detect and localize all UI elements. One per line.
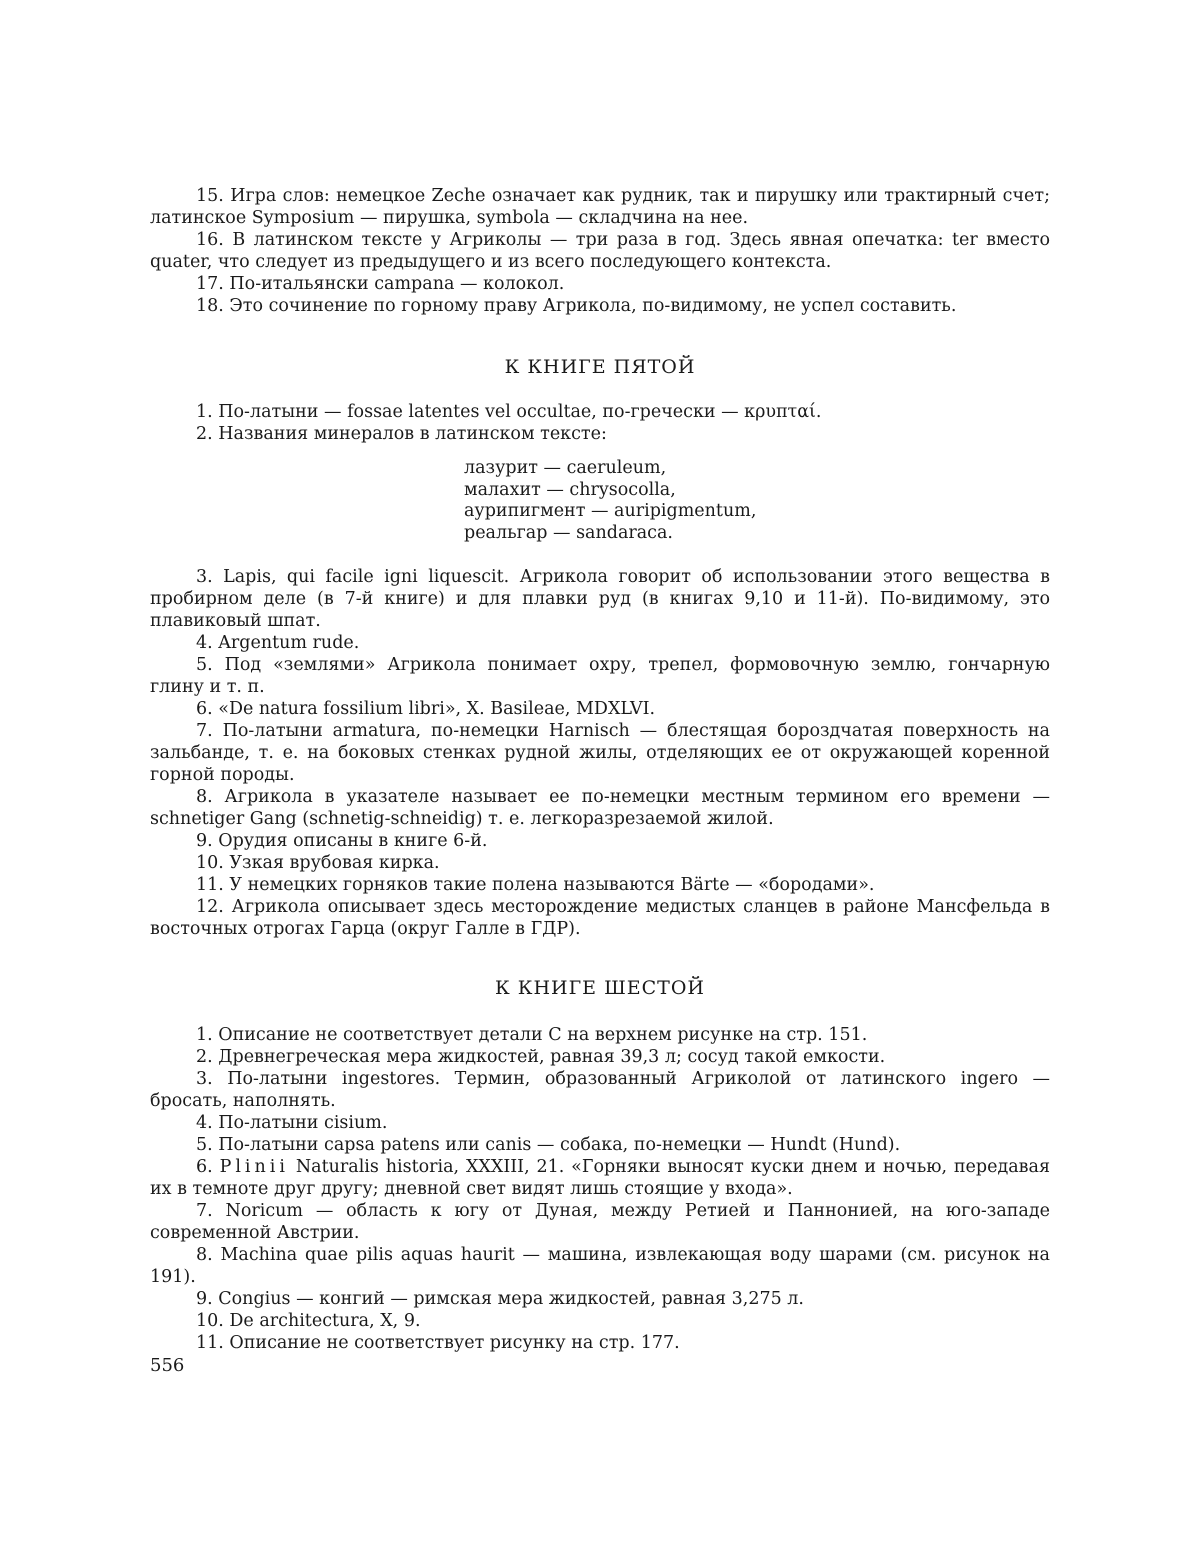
heading-book6: К КНИГЕ ШЕСТОЙ (495, 977, 705, 999)
book6-note-4: 4. По-латыни cisium. (196, 1113, 388, 1133)
book5-note-7: 7. По-латыни armatura, по-немецки Harnisch — блестящая бороздчатая поверхность на зальбанде, т. е. на боковых стенках рудной жилы, отделяющих ее от окружающей коренной горной породы. (150, 721, 1050, 785)
note-18: 18. Это сочинение по горному праву Агрикола, по-видимому, не успел составить. (196, 296, 957, 316)
page-body (150, 185, 1050, 1354)
book5-note-4: 4. Argentum rude. (196, 633, 360, 653)
mineral-item: реальгар — sandaraca. (464, 522, 673, 543)
book6-note-11: 11. Описание не соответствует рисунку на стр. 177. (196, 1333, 680, 1353)
book5-note-3: 3. Lapis, qui facile igni liquescit. Агрикола говорит об использовании этого вещества в пробирном деле (в 7-й книге) и для плавки руд (в книгах 9,10 и 11-й). По-видимому, это плавиковый шпат. (150, 567, 1050, 631)
notes-book4-tail (150, 185, 1050, 317)
book5-note-5: 5. Под «землями» Агрикола понимает охру, трепел, формовочную землю, гончарную глину и т. п. (150, 655, 1050, 697)
book6-note-3: 3. По-латыни ingestores. Термин, образованный Агриколой от латинского ingero — бросать, наполнять. (150, 1069, 1050, 1111)
book5-note-10: 10. Узкая врубовая кирка. (196, 853, 440, 873)
page-number: 556 (150, 1355, 185, 1376)
mineral-item: малахит — chrysocolla, (464, 479, 676, 500)
note-15: 15. Игра слов: немецкое Zeche означает как рудник, так и пирушку или трактирный счет; латинское Symposium — пирушка, symbola — складчина на нее. (150, 186, 1050, 228)
book5-note-12: 12. Агрикола описывает здесь месторождение медистых сланцев в районе Мансфельда в восточных отрогах Гарца (округ Галле в ГДР). (150, 897, 1050, 939)
book6-note-6: 6. Plinii Naturalis historia, XXXIII, 21. «Горняки выносят куски днем и ночью, передавая их в темноте друг другу; дневной свет видят лишь стоящие у входа». (150, 1157, 1050, 1199)
book5-note-6: 6. «De natura fossilium libri», X. Basileae, MDXLVI. (196, 699, 656, 719)
book6-note-8: 8. Machina quae pilis aquas haurit — машина, извлекающая воду шарами (см. рисунок на 191). (150, 1245, 1050, 1287)
mineral-item: аурипигмент — auripigmentum, (464, 501, 757, 521)
book6-note-9: 9. Congius — конгий — римская мера жидкостей, равная 3,275 л. (196, 1289, 804, 1309)
book5-note-8: 8. Агрикола в указателе называет ее по-немецки местным термином его времени — schnetiger Gang (schnetig-schneidig) т. е. легкоразрезаемой жилой. (150, 787, 1050, 829)
book6-note-1: 1. Описание не соответствует детали C на верхнем рисунке на стр. 151. (196, 1025, 868, 1045)
note-17: 17. По-итальянски campana — колокол. (196, 274, 565, 294)
heading-book5: К КНИГЕ ПЯТОЙ (504, 356, 696, 378)
mineral-item: лазурит — caeruleum, (464, 458, 667, 478)
book5-note-2: 2. Названия минералов в латинском тексте: (196, 424, 607, 444)
book5-note-9: 9. Орудия описаны в книге 6-й. (196, 831, 488, 851)
book5-note-1: 1. По-латыни — fossae latentes vel occultae, по-гречески — κρυπταί. (196, 402, 822, 422)
book6-note-5: 5. По-латыни capsa patens или canis — собака, по-немецки — Hundt (Hund). (196, 1135, 901, 1155)
book6-note-2: 2. Древнегреческая мера жидкостей, равная 39,3 л; сосуд такой емкости. (196, 1047, 886, 1067)
author-name: Plinii (219, 1157, 289, 1177)
book5-note-11: 11. У немецких горняков такие полена называются Bärte — «бородами». (196, 875, 875, 895)
note-16: 16. В латинском тексте у Агриколы — три раза в год. Здесь явная опечатка: ter вместо quater, что следует из предыдущего и из всего последующего контекста. (150, 230, 1050, 272)
book6-note-10: 10. De architectura, X, 9. (196, 1311, 421, 1331)
mineral-list (464, 458, 1050, 544)
book6-note-7: 7. Noricum — область к югу от Дуная, между Ретией и Паннонией, на юго-западе современной Австрии. (150, 1201, 1050, 1243)
